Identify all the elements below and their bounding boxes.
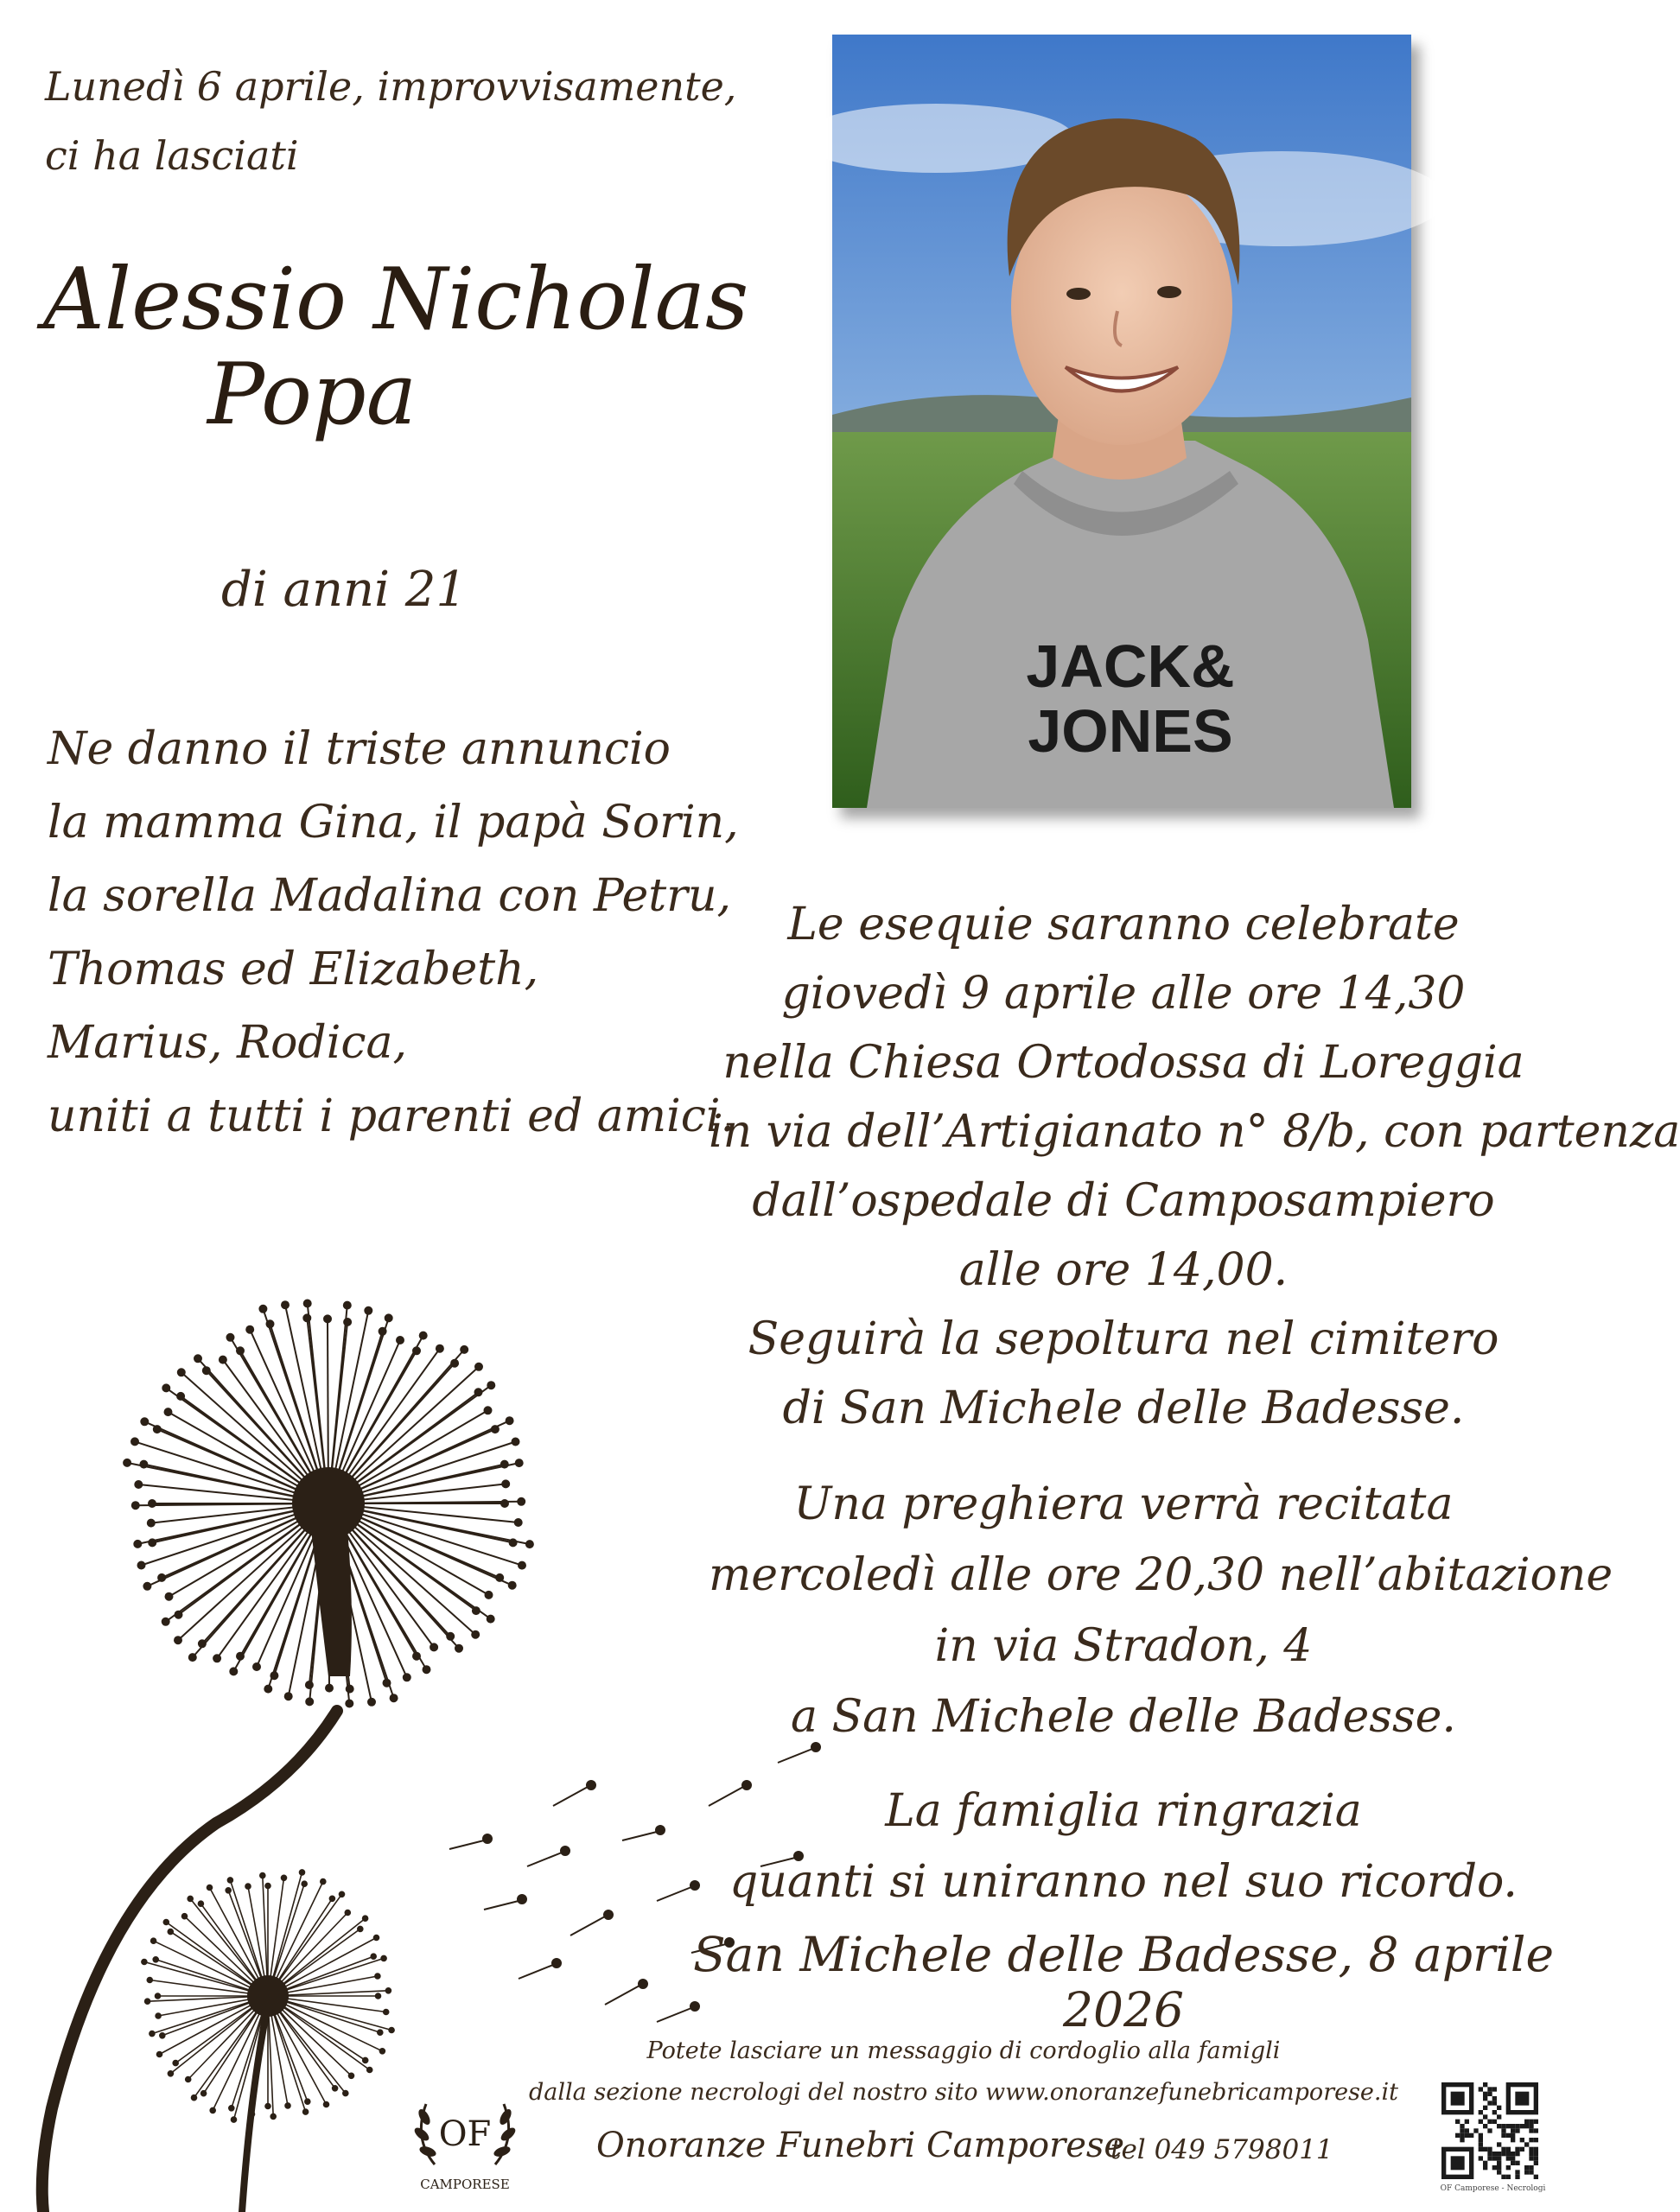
qr-caption: OF Camporese - Necrologi bbox=[1440, 2184, 1546, 2193]
prayer-line: mercoledì alle ore 20,30 nell’abitazione bbox=[709, 1549, 1613, 1601]
funeral-line: dall’ospedale di Camposampiero bbox=[752, 1175, 1495, 1227]
prayer-details bbox=[709, 1469, 1613, 1752]
qr-code-icon bbox=[1441, 2082, 1538, 2179]
condolence-line: dalla sezione necrologi del nostro sito www.onoranzefunebricamporese.it bbox=[529, 2079, 1398, 2106]
condolence-line: Potete lasciare un messaggio di cordoglio alla famigli bbox=[646, 2037, 1281, 2064]
intro-line: Lunedì 6 aprile, improvvisamente, bbox=[45, 63, 737, 110]
shirt-text-line1: JACK& bbox=[1026, 632, 1235, 700]
intro-text bbox=[45, 52, 736, 190]
qr-code[interactable] bbox=[1441, 2082, 1538, 2179]
prayer-line: Una preghiera verrà recitata bbox=[793, 1478, 1454, 1530]
agency-name: Onoranze Funebri Camporese bbox=[596, 2126, 1125, 2165]
family-line: Thomas ed Elizabeth, bbox=[48, 944, 539, 995]
funeral-line: nella Chiesa Ortodossa di Loreggia bbox=[722, 1037, 1524, 1089]
portrait-illustration bbox=[832, 35, 1411, 808]
age: di anni 21 bbox=[221, 562, 468, 618]
last-name: Popa bbox=[207, 346, 417, 444]
family-line: la mamma Gina, il papà Sorin, bbox=[48, 797, 739, 849]
funeral-line: alle ore 14,00. bbox=[958, 1244, 1289, 1296]
funeral-line: Le esequie saranno celebrate bbox=[787, 899, 1460, 950]
laurel-icon bbox=[396, 2078, 534, 2203]
logo-subtitle: CAMPORESE bbox=[420, 2177, 510, 2192]
first-names: Alessio Nicholas bbox=[43, 251, 749, 349]
funeral-line: di San Michele delle Badesse. bbox=[782, 1382, 1465, 1434]
logo-letters: OF bbox=[438, 2114, 492, 2154]
thanks-line: La famiglia ringrazia bbox=[885, 1785, 1362, 1837]
funeral-line: giovedì 9 aprile alle ore 14,30 bbox=[781, 968, 1466, 1020]
family-line: Marius, Rodica, bbox=[48, 1017, 407, 1069]
intro-line: ci ha lasciati bbox=[45, 132, 299, 179]
family-thanks bbox=[709, 1776, 1538, 1917]
of-camporese-logo bbox=[396, 2078, 534, 2203]
family-line: Ne danno il triste annuncio bbox=[48, 723, 671, 775]
shirt-text-line2: JONES bbox=[1028, 697, 1233, 765]
place-and-date: San Michele delle Badesse, 8 aprile 2026 bbox=[692, 1927, 1555, 2037]
family-line: uniti a tutti i parenti ed amici. bbox=[48, 1090, 735, 1142]
condolence-note bbox=[484, 2031, 1443, 2113]
deceased-name bbox=[35, 252, 778, 442]
family-line: la sorella Madalina con Petru, bbox=[48, 870, 732, 922]
thanks-line: quanti si uniranno nel suo ricordo. bbox=[729, 1856, 1518, 1908]
funeral-line: in via dell’Artigianato n° 8/b, con partenza bbox=[709, 1106, 1680, 1158]
funeral-line: Seguirà la sepoltura nel cimitero bbox=[748, 1313, 1499, 1365]
prayer-line: a San Michele delle Badesse. bbox=[791, 1691, 1456, 1743]
portrait-photo bbox=[832, 35, 1411, 808]
funeral-details bbox=[709, 890, 1680, 1443]
family-announcement bbox=[48, 713, 739, 1154]
agency-phone: tel 049 5798011 bbox=[1110, 2134, 1333, 2165]
prayer-line: in via Stradon, 4 bbox=[934, 1620, 1313, 1672]
